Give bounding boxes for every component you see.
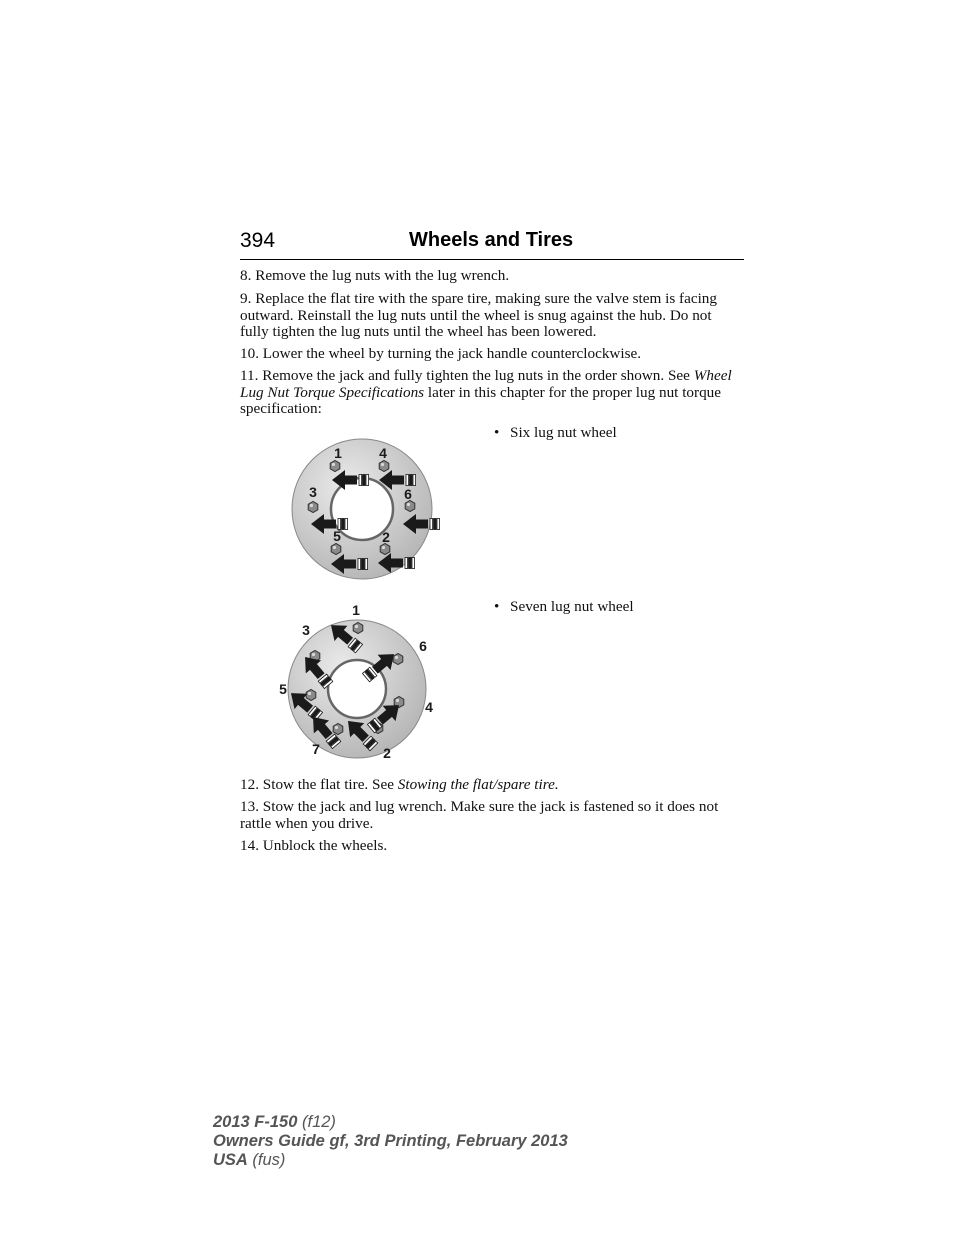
footer-guide: Owners Guide gf, 3rd Printing, February 2013 bbox=[213, 1132, 568, 1150]
lug-order-number: 3 bbox=[309, 484, 317, 500]
lug-order-number: 2 bbox=[382, 529, 390, 545]
lug-nut-highlight bbox=[335, 726, 338, 729]
bullet-seven-lug bbox=[494, 598, 634, 616]
footer-model-line bbox=[213, 1113, 568, 1132]
lug-nut bbox=[308, 502, 318, 513]
lug-nut bbox=[333, 724, 343, 735]
lug-nut-highlight bbox=[333, 546, 336, 549]
footer-region: USA bbox=[213, 1151, 248, 1169]
lug-nut bbox=[353, 623, 363, 634]
lug-order-number: 5 bbox=[279, 681, 287, 697]
lug-nut-highlight bbox=[396, 699, 399, 702]
socket-stripe bbox=[362, 559, 365, 570]
step-11-text-start: 11. Remove the jack and fully tighten the lug nuts in the order shown. See bbox=[240, 367, 694, 384]
step-13: 13. Stow the jack and lug wrench. Make sure the jack is fastened so it does not rattle when you drive. bbox=[240, 798, 719, 832]
socket-stripe bbox=[412, 558, 415, 569]
socket-stripe bbox=[410, 475, 413, 486]
six-lug-wheel-figure bbox=[286, 436, 446, 586]
page-number: 394 bbox=[240, 229, 276, 252]
socket-stripe bbox=[359, 475, 362, 486]
lug-nut bbox=[393, 654, 403, 665]
step-9: 9. Replace the flat tire with the spare tire, making sure the valve stem is facing outward. Reinstall the lug nuts until the wheel is snug against the hub. Do not fully tighten the lug nuts until the wheel has been lowered. bbox=[240, 290, 717, 341]
page-header bbox=[240, 229, 744, 260]
lug-order-number: 5 bbox=[333, 528, 341, 544]
bullet-dot: • bbox=[494, 598, 500, 615]
lug-order-number: 7 bbox=[312, 741, 320, 757]
lug-order-number: 6 bbox=[419, 638, 427, 654]
lug-nut-highlight bbox=[382, 546, 385, 549]
socket-stripe bbox=[365, 559, 368, 570]
socket-stripe bbox=[405, 558, 408, 569]
stowing-reference: Stowing the flat/spare tire. bbox=[397, 776, 559, 793]
lug-nut-highlight bbox=[310, 504, 313, 507]
socket-stripe bbox=[406, 475, 409, 486]
socket-stripe bbox=[363, 475, 366, 486]
lug-nut bbox=[330, 461, 340, 472]
lug-order-number: 1 bbox=[352, 602, 360, 618]
lug-order-number: 6 bbox=[404, 486, 412, 502]
lug-order-number: 1 bbox=[334, 445, 342, 461]
socket-stripe bbox=[430, 519, 433, 530]
step-10: 10. Lower the wheel by turning the jack handle counterclockwise. bbox=[240, 345, 642, 362]
bullet-dot: • bbox=[494, 424, 500, 441]
footer-model: 2013 F-150 bbox=[213, 1113, 298, 1131]
step-14: 14. Unblock the wheels. bbox=[240, 837, 388, 854]
lug-order-number: 2 bbox=[383, 745, 391, 761]
lug-nut bbox=[380, 544, 390, 555]
bullet-seven-lug-label: Seven lug nut wheel bbox=[510, 598, 634, 615]
lug-nut bbox=[405, 501, 415, 512]
lug-nut-highlight bbox=[308, 692, 311, 695]
socket-stripe bbox=[413, 475, 416, 486]
lug-nut-highlight bbox=[312, 653, 315, 656]
socket-stripe bbox=[434, 519, 437, 530]
bullet-six-lug bbox=[494, 424, 617, 442]
socket-stripe bbox=[345, 519, 348, 530]
lug-order-number: 4 bbox=[379, 445, 387, 461]
footer-region-code: (fus) bbox=[247, 1151, 286, 1169]
seven-lug-wheel-figure bbox=[274, 598, 444, 766]
chapter-title: Wheels and Tires bbox=[409, 229, 574, 251]
footer-guide-line bbox=[213, 1132, 568, 1151]
lug-nut-highlight bbox=[381, 463, 384, 466]
page-footer bbox=[213, 1113, 568, 1170]
step-12-text: 12. Stow the flat tire. See bbox=[240, 776, 398, 793]
lug-order-number: 4 bbox=[425, 699, 433, 715]
socket-stripe bbox=[409, 558, 412, 569]
step-11 bbox=[240, 368, 744, 418]
lug-nut-highlight bbox=[395, 656, 398, 659]
lug-nut bbox=[379, 461, 389, 472]
footer-region-line bbox=[213, 1151, 568, 1170]
lug-nut bbox=[306, 690, 316, 701]
step-12 bbox=[240, 777, 744, 794]
socket-stripe bbox=[437, 519, 440, 530]
socket-stripe bbox=[342, 519, 345, 530]
lug-order-number: 3 bbox=[302, 622, 310, 638]
socket-stripe bbox=[366, 475, 369, 486]
socket-stripe bbox=[358, 559, 361, 570]
lug-nut-highlight bbox=[332, 463, 335, 466]
lug-nut bbox=[331, 544, 341, 555]
lug-nut-highlight bbox=[407, 503, 410, 506]
footer-model-code: (f12) bbox=[297, 1113, 336, 1131]
lug-nut-highlight bbox=[355, 625, 358, 628]
torque-spec-reference: Wheel Lug Nut Torque Specifications bbox=[240, 367, 732, 401]
step-11-text-end: later in this chapter for the proper lug nut torque specification: bbox=[240, 383, 721, 418]
bullet-six-lug-label: Six lug nut wheel bbox=[510, 424, 617, 441]
step-8: 8. Remove the lug nuts with the lug wrench. bbox=[240, 267, 510, 284]
